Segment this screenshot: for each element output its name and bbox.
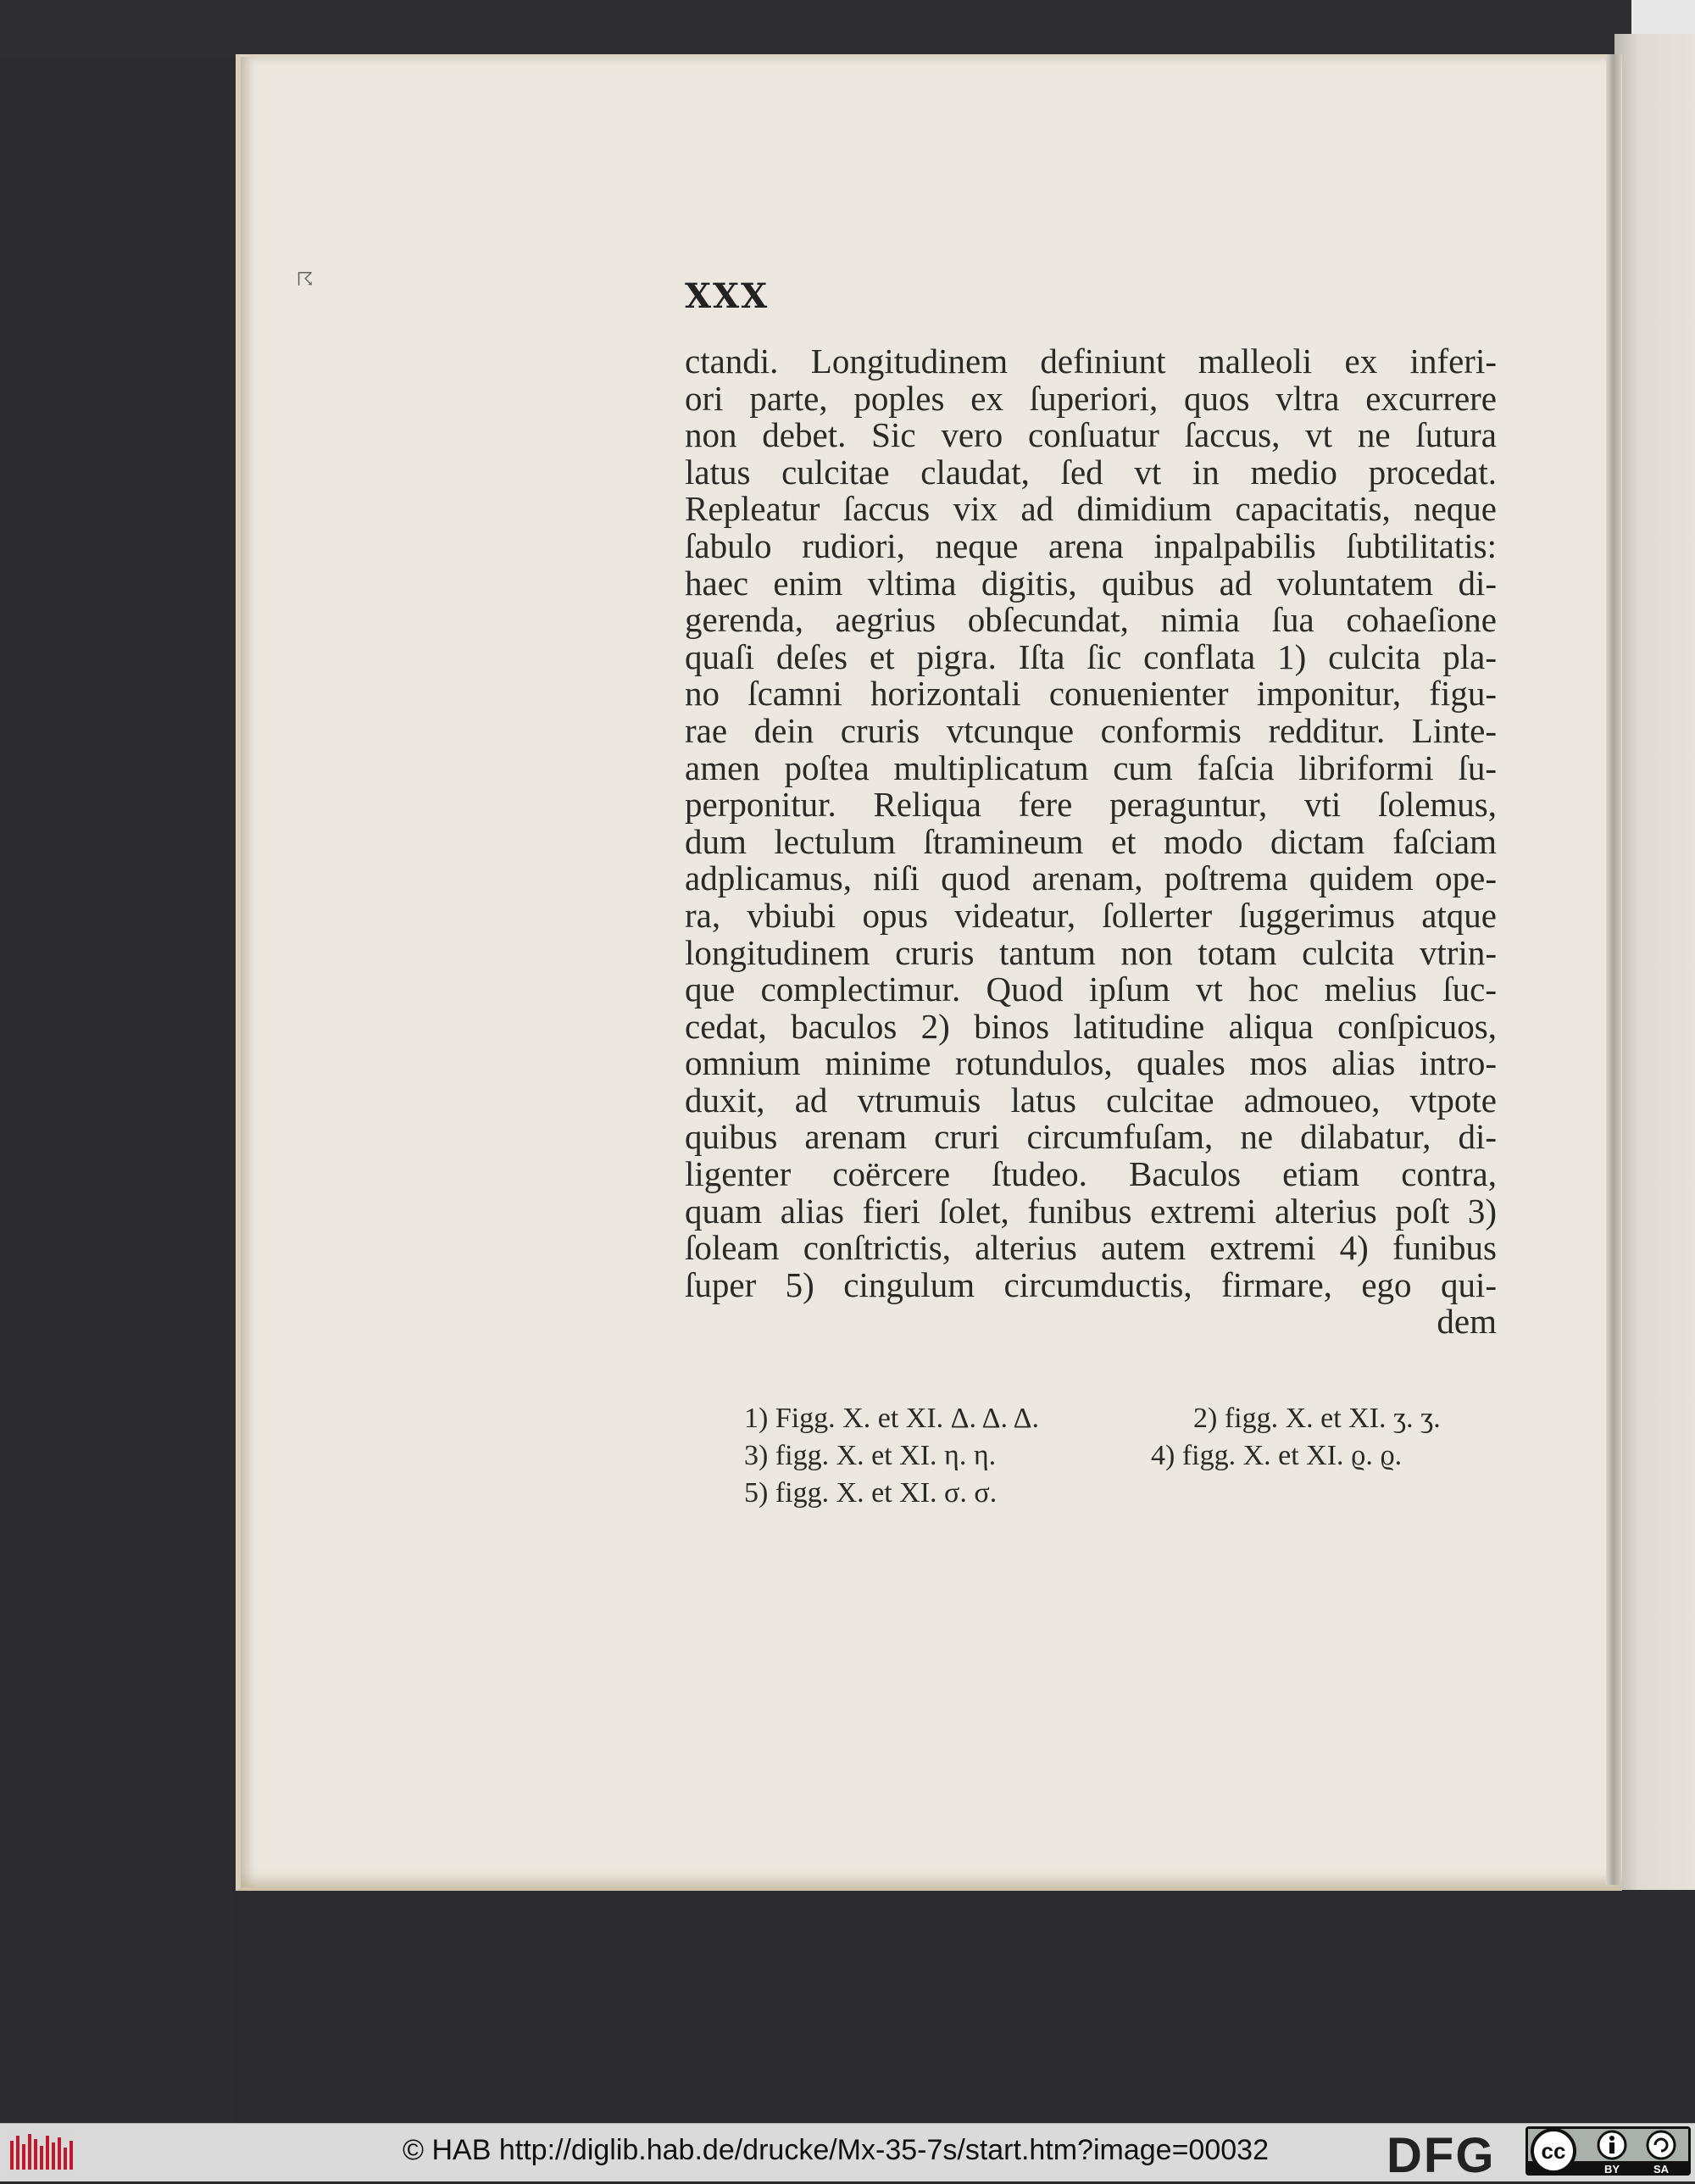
cc-sa-label: SA [1653,2163,1670,2176]
text-line: omnium minime rotundulos, quales mos alias intro- [685,1043,1497,1083]
scan-background-top [0,0,1695,58]
ornament-glyph: ☈ [297,270,314,291]
cc-by-label: BY [1603,2163,1620,2176]
body-text [685,343,1497,1341]
text-line: ſoleam conſtrictis, alterius autem extremi 4) funibus [685,1228,1497,1268]
text-line: quaſi deſes et pigra. Iſta ſic conflata 1) culcita pla- [685,636,1497,676]
text-line: amen poſtea multiplicatum cum faſcia libriformi ſu- [685,747,1497,787]
text-line: quibus arenam cruri circumfuſam, ne dilabatur, di- [685,1117,1497,1157]
adjacent-page [1614,34,1695,1890]
text-line: perponitur. Reliqua fere peraguntur, vti ſolemus, [685,785,1497,825]
citation-link[interactable]: © HAB http://diglib.hab.de/drucke/Mx-35-7s/start.htm?image=00032 [403,2134,1269,2166]
scan-background-left [0,0,233,2123]
text-line: ori parte, poples ex ſuperiori, quos vltra excurrere [685,378,1497,418]
text-line: no ſcamni horizontali conuenienter imponitur, figu- [685,674,1497,714]
footnote: 3) figg. X. et XI. η. η. [744,1440,997,1471]
footnote: 2) figg. X. et XI. ʒ. ʒ. [1193,1403,1441,1434]
footnote: 1) Figg. X. et XI. Δ. Δ. Δ. [744,1403,1039,1434]
text-line: ligenter coërcere ſtudeo. Baculos etiam contra, [685,1154,1497,1194]
page-gutter [1606,54,1621,1885]
svg-text:cc: cc [1541,2138,1566,2164]
adjacent-page-top [1631,0,1695,34]
hab-logo-icon[interactable] [7,2129,75,2175]
dfg-logo[interactable]: DFG [1387,2128,1496,2183]
text-line: gerenda, aegrius obſecundat, nimia ſua cohaeſione [685,600,1497,640]
text-line: ſabulo rudiori, neque arena inpalpabilis ſubtilitatis: [685,525,1497,565]
text-line: rae dein cruris vtcunque conformis redditur. Linte- [685,710,1497,750]
text-line: cedat, baculos 2) binos latitudine aliqua conſpicuos, [685,1006,1497,1046]
text-line: haec enim vltima digitis, quibus ad voluntatem di- [685,563,1497,603]
text-line: ctandi. Longitudinem definiunt malleoli ex inferi- [685,342,1497,381]
text-line: que complectimur. Quod ipſum vt hoc melius ſuc- [685,970,1497,1009]
text-line: latus culcitae claudat, ſed vt in medio procedat. [685,452,1497,492]
footnote: 4) figg. X. et XI. ϱ. ϱ. [1151,1440,1403,1471]
text-line: longitudinem cruris tantum non totam culcita vtrin- [685,932,1497,972]
text-line: duxit, ad vtrumuis latus culcitae admoueo, vtpote [685,1080,1497,1120]
text-line: non debet. Sic vero conſuatur ſaccus, vt ne ſutura [685,415,1497,455]
text-line: ſuper 5) cingulum circumductis, firmare, ego qui- [685,1264,1497,1304]
cc-license-icon[interactable] [1526,2126,1691,2176]
text-line: adplicamus, niſi quod arenam, poſtrema quidem ope- [685,859,1497,898]
text-line: Repleatur ſaccus vix ad dimidium capacitatis, neque [685,489,1497,529]
page-number: XXX [685,276,770,316]
catchword: dem [1437,1302,1497,1342]
text-line: quam alias fieri ſolet, funibus extremi alterius poſt 3) [685,1191,1497,1231]
footnote: 5) figg. X. et XI. σ. σ. [744,1477,998,1509]
text-line: dum lectulum ſtramineum et modo dictam faſciam [685,821,1497,861]
text-line: ra, vbiubi opus videatur, ſollerter ſuggerimus atque [685,895,1497,935]
